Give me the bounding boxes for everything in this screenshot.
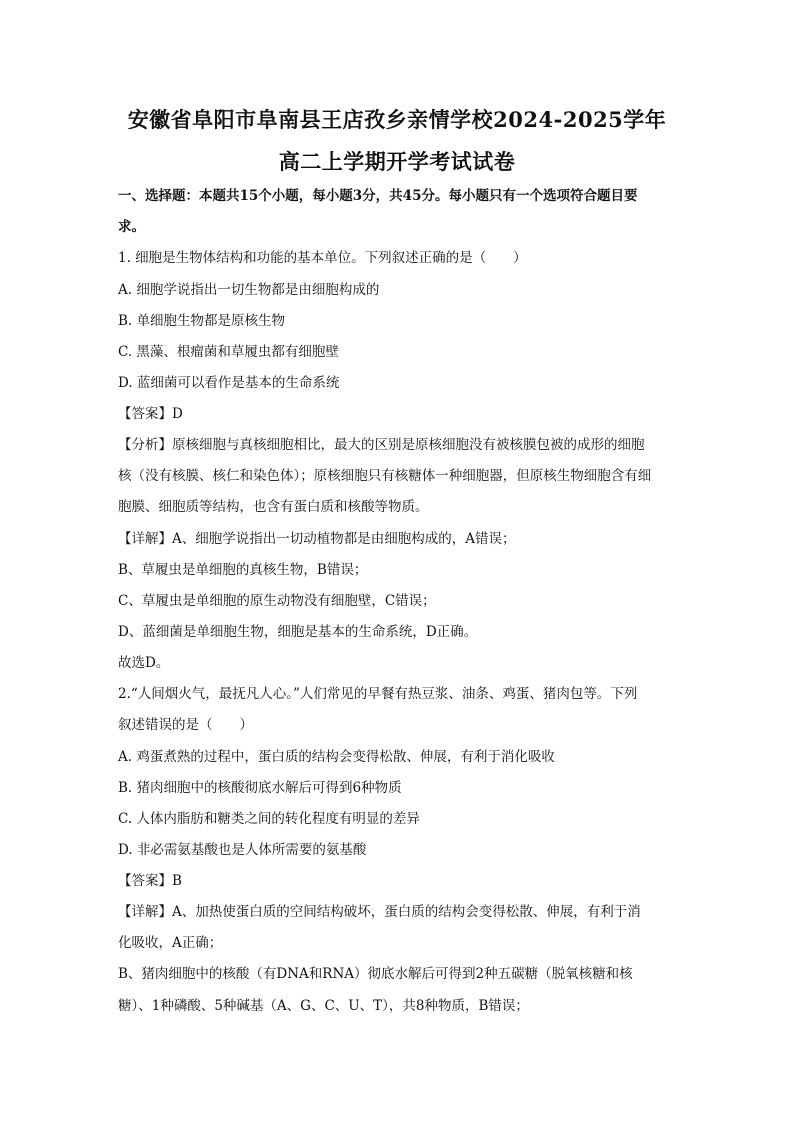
q2-option-d: D. 非必需氨基酸也是人体所需要的氨基酸 [118, 842, 367, 858]
q2-stem-line: 叙述错误的是（ ） [118, 717, 253, 733]
q1-detail-line: 【详解】A、细胞学说指出一切动植物都是由细胞构成的，A错误； [118, 531, 516, 547]
q2-option-c: C. 人体内脂肪和糖类之间的转化程度有明显的差异 [118, 811, 420, 827]
q1-answer: 【答案】D [118, 406, 183, 422]
q2-answer: 【答案】B [118, 873, 182, 889]
q1-option-a: A. 细胞学说指出一切生物都是由细胞构成的 [118, 282, 380, 298]
q1-detail-line: D、蓝细菌是单细胞生物，细胞是基本的生命系统，D正确。 [118, 624, 478, 640]
q1-detail-line: B、草履虫是单细胞的真核生物，B错误； [118, 562, 368, 578]
q2-detail-line: 【详解】A、加热使蛋白质的空间结构破坏，蛋白质的结构会变得松散、伸展，有利于消 [118, 904, 641, 920]
q1-option-d: D. 蓝细菌可以看作是基本的生命系统 [118, 375, 340, 391]
q1-option-b: B. 单细胞生物都是原核生物 [118, 313, 286, 329]
exam-title-line-2: 高二上学期开学考试试卷 [278, 149, 516, 174]
q1-analysis-line: 【分析】原核细胞与真核细胞相比，最大的区别是原核细胞没有被核膜包被的成形的细胞 [118, 437, 645, 453]
section-heading-cont: 求。 [118, 219, 145, 235]
q1-stem: 1. 细胞是生物体结构和功能的基本单位。下列叙述正确的是（ ） [118, 250, 527, 266]
q2-option-a: A. 鸡蛋煮熟的过程中，蛋白质的结构会变得松散、伸展，有利于消化吸收 [118, 749, 555, 765]
q1-option-c: C. 黑藻、根瘤菌和草履虫都有细胞壁 [118, 344, 339, 360]
q1-analysis-line: 胞膜、细胞质等结构，也含有蛋白质和核酸等物质。 [118, 499, 429, 515]
q2-stem-line: 2.“人间烟火气，最抚凡人心。”人们常见的早餐有热豆浆、油条、鸡蛋、猪肉包等。下列 [118, 686, 638, 702]
q2-detail-line: 化吸收，A正确； [118, 935, 223, 951]
exam-title-line-1: 安徽省阜阳市阜南县王店孜乡亲情学校2024-2025学年 [127, 107, 667, 132]
section-heading: 一、选择题：本题共15个小题，每小题3分，共45分。每小题只有一个选项符合题目要 [118, 188, 638, 204]
q1-conclusion: 故选D。 [118, 655, 170, 671]
q2-option-b: B. 猪肉细胞中的核酸彻底水解后可得到6种物质 [118, 780, 402, 796]
q2-detail-line: B、猪肉细胞中的核酸（有DNA和RNA）彻底水解后可得到2种五碳糖（脱氧核糖和核 [118, 966, 633, 982]
q1-analysis-line: 核（没有核膜、核仁和染色体）；原核细胞只有核糖体一种细胞器，但原核生物细胞含有细 [118, 468, 652, 484]
q2-detail-line: 糖）、1种磷酸、5种碱基（A、G、C、U、T），共8种物质，B错误； [118, 998, 529, 1014]
q1-detail-line: C、草履虫是单细胞的原生动物没有细胞壁，C错误； [118, 593, 436, 609]
